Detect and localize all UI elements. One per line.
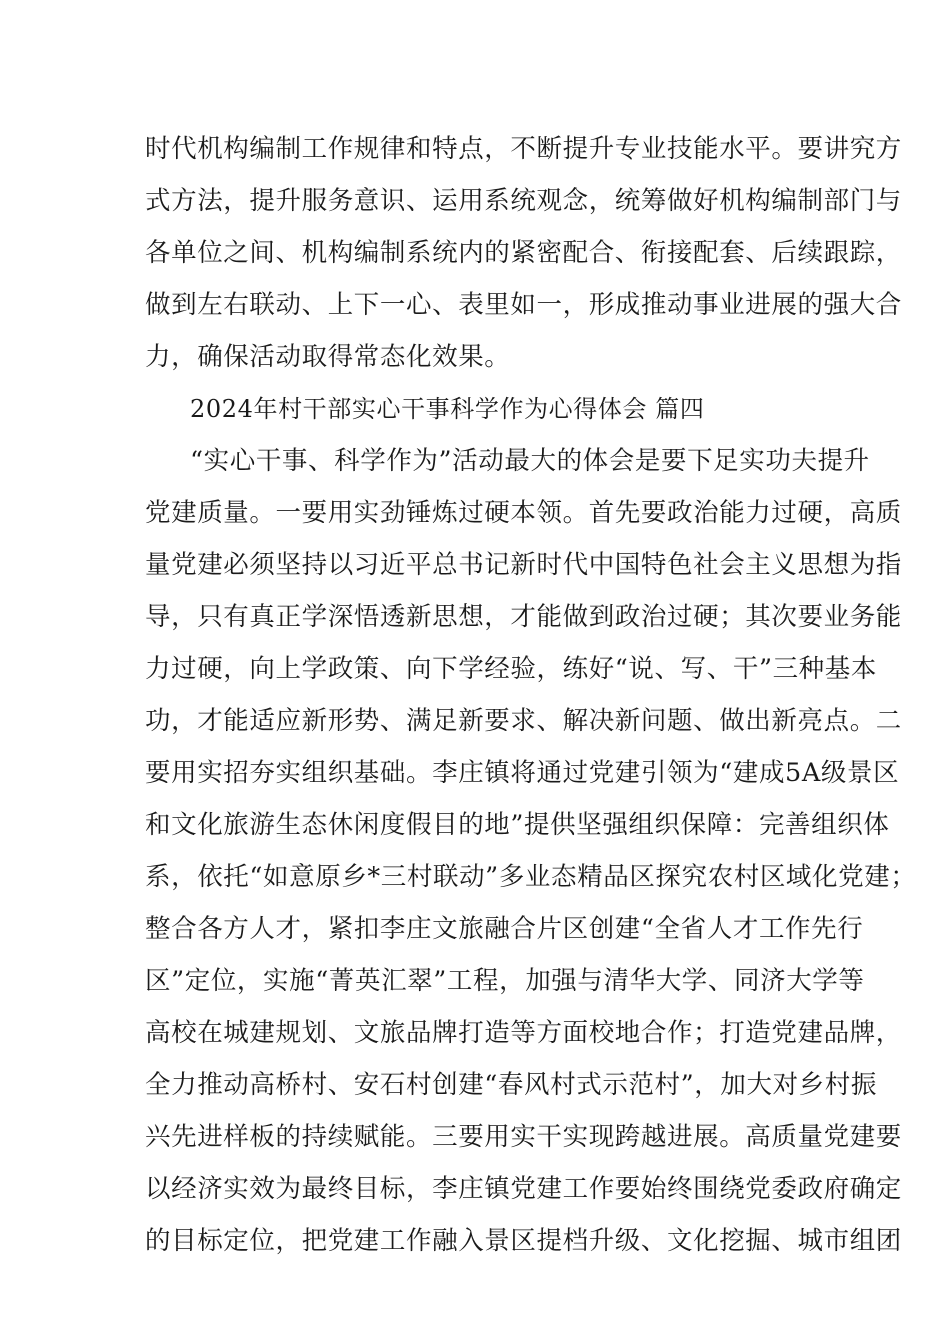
text-line: 导，只有真正学深悟透新思想，才能做到政治过硬；其次要业务能: [145, 602, 902, 632]
text-line: 各单位之间、机构编制系统内的紧密配合、衔接配套、后续跟踪，: [145, 238, 902, 268]
text-line: 做到左右联动、上下一心、表里如一，形成推动事业进展的强大合: [145, 290, 902, 320]
text-line: 和文化旅游生态休闲度假目的地”提供坚强组织保障：完善组织体: [145, 810, 890, 840]
text-line: 整合各方人才，紧扣李庄文旅融合片区创建“全省人才工作先行: [145, 914, 864, 944]
text-line: 的目标定位，把党建工作融入景区提档升级、文化挖掘、城市组团: [145, 1226, 902, 1256]
text-line: 时代机构编制工作规律和特点，不断提升专业技能水平。要讲究方: [145, 134, 902, 164]
text-line: 以经济实效为最终目标，李庄镇党建工作要始终围绕党委政府确定: [145, 1174, 902, 1204]
text-line: 力过硬，向上学政策、向下学经验，练好“说、写、干”三种基本: [145, 654, 877, 684]
text-line: 党建质量。一要用实劲锤炼过硬本领。首先要政治能力过硬，高质: [145, 498, 902, 528]
text-line: 区”定位，实施“菁英汇翠”工程，加强与清华大学、同济大学等: [145, 966, 865, 996]
text-line: 全力推动高桥村、安石村创建“春风村式示范村”，加大对乡村振: [145, 1070, 877, 1100]
text-line: 要用实招夯实组织基础。李庄镇将通过党建引领为“建成5A级景区: [145, 758, 900, 788]
text-line: 系，依托“如意原乡*三村联动”多业态精品区探究农村区域化党建；: [145, 862, 917, 892]
text-line: 量党建必须坚持以习近平总书记新时代中国特色社会主义思想为指: [145, 550, 902, 580]
text-line: 式方法，提升服务意识、运用系统观念，统筹做好机构编制部门与: [145, 186, 902, 216]
text-line: 高校在城建规划、文旅品牌打造等方面校地合作；打造党建品牌，: [145, 1018, 902, 1048]
text-line: 力，确保活动取得常态化效果。: [145, 342, 511, 372]
text-line: 兴先进样板的持续赋能。三要用实干实现跨越进展。高质量党建要: [145, 1122, 902, 1152]
text-line: 功，才能适应新形势、满足新要求、解决新问题、做出新亮点。二: [145, 706, 902, 736]
text-line: “实心干事、科学作为”活动最大的体会是要下足实功夫提升: [190, 446, 870, 476]
section-title: 2024年村干部实心干事科学作为心得体会 篇四: [190, 395, 705, 423]
